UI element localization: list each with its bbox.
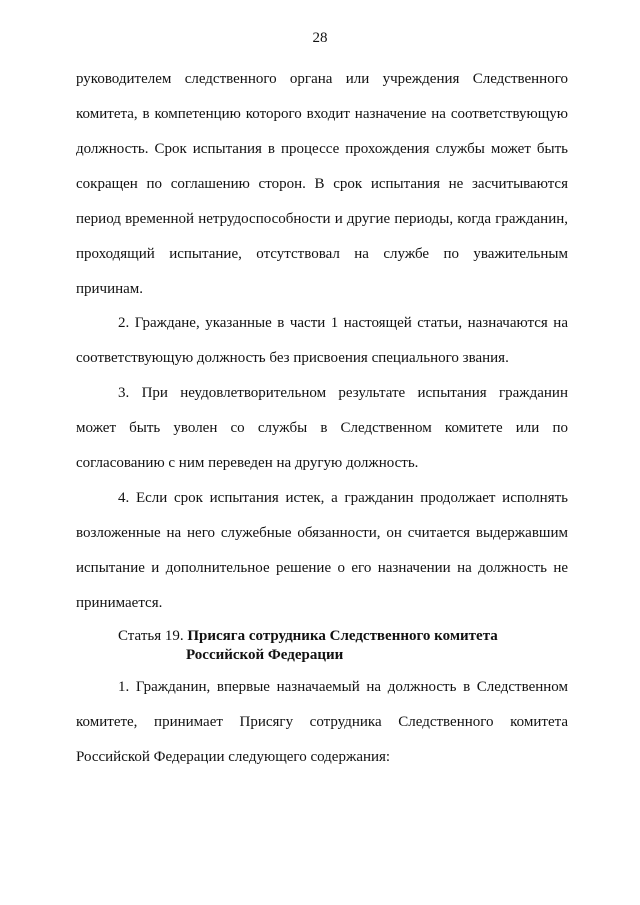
article-19-paragraph-1 — [76, 670, 568, 775]
body-paragraph-continuation — [76, 62, 568, 307]
body-paragraph-3 — [76, 376, 568, 481]
article-title: Присяга сотрудника Следственного комитета — [187, 628, 498, 644]
article-heading-line1 — [118, 627, 578, 646]
article-heading — [118, 627, 578, 665]
article-number: Статья 19. — [118, 628, 184, 644]
paragraph-text: 3. При неудовлетворительном результате испытания гражданин может быть уволен со службы в Следственном комитете или по согласованию с ним переведен на другую должность. — [76, 385, 568, 471]
article-title-continuation: Российской Федерации — [186, 647, 344, 663]
paragraph-text: 4. Если срок испытания истек, а гражданин продолжает исполнять возложенные на него служебные обязанности, он считается выдержавшим испытание и дополнительное решение о его назначении на должность не принимается. — [76, 490, 568, 611]
body-paragraph-4 — [76, 481, 568, 621]
paragraph-text: 2. Граждане, указанные в части 1 настоящей статьи, назначаются на соответствующую должность без присвоения специального звания. — [76, 315, 568, 366]
paragraph-text: руководителем следственного органа или учреждения Следственного комитета, в компетенцию которого входит назначение на соответствующую должность. Срок испытания в процессе прохождения службы может быть сокращен по соглашению сторон. В срок испытания не засчитываются период временной нетрудоспособности и другие периоды, когда гражданин, проходящий испытание, отсутствовал на службе по уважительным причинам. — [76, 71, 568, 297]
body-paragraph-2 — [76, 306, 568, 376]
page-number: 28 — [312, 30, 328, 46]
paragraph-text: 1. Гражданин, впервые назначаемый на должность в Следственном комитете, принимает Присягу сотрудника Следственного комитета Российской Федерации следующего содержания: — [76, 679, 568, 765]
